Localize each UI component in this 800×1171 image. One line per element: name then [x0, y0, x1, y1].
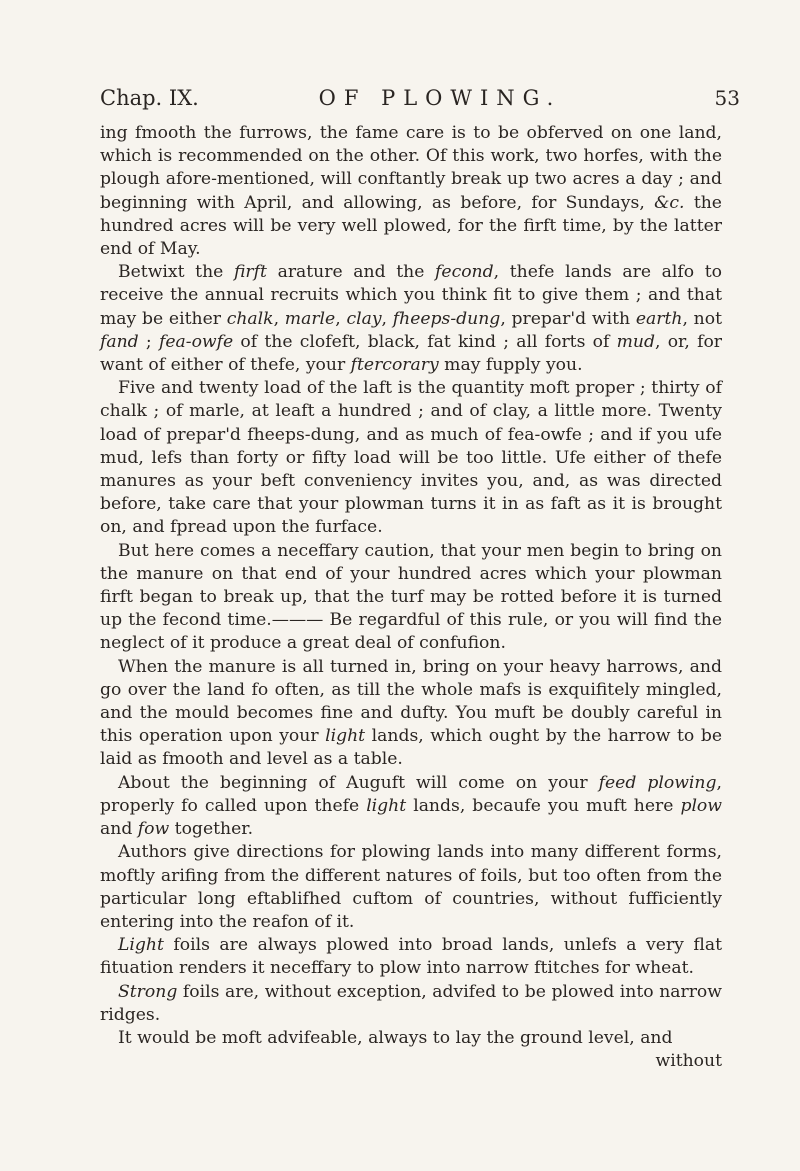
- text-run: ,: [273, 308, 285, 329]
- text-run: may fupply you.: [438, 355, 583, 376]
- italic-text: &c.: [654, 192, 685, 213]
- running-head: [100, 86, 740, 110]
- body-text: [100, 122, 722, 1050]
- text-run: of the clofeft, black, fat kind ; all forts of: [233, 331, 617, 352]
- text-run: lands, becaufe you muft here: [406, 795, 681, 816]
- italic-text: Strong: [118, 981, 178, 1002]
- text-run: arature and the: [266, 262, 436, 283]
- italic-text: chalk: [226, 308, 274, 329]
- italic-text: fecond: [435, 262, 494, 283]
- paragraph: [100, 377, 722, 539]
- text-run: Five and twenty load of the laft is the quantity moft proper ; thirty of chalk ; of marle, at leaft a hundred ; and of clay, a little more. Twenty load of prepar'd fheeps-dung, and as much of fea-owfe ; and if you ufe mud, lefs than forty or fifty load will be too little. Ufe either of thefe manures as your beft conveniency invites you, and, as was directed before, take care that your plowman turns it in as faft as it is brought on, and fpread upon the furface.: [100, 378, 722, 538]
- italic-text: fea-owfe: [158, 331, 234, 352]
- italic-text: fand: [100, 331, 139, 352]
- text-run: , not: [682, 308, 722, 329]
- text-run: ,: [335, 308, 347, 329]
- italic-text: earth: [635, 308, 683, 329]
- italic-text: feed plowing: [598, 772, 717, 793]
- italic-text: plow: [680, 795, 722, 816]
- paragraph: [100, 656, 722, 772]
- text-run: Betwixt the: [118, 262, 234, 283]
- text-run: , or, for want of either of thefe, your: [100, 331, 723, 376]
- paragraph: [100, 261, 722, 377]
- chapter-label: Chap. IX.: [100, 86, 199, 110]
- italic-text: mud: [616, 331, 655, 352]
- paragraph: [100, 540, 722, 656]
- italic-text: light: [325, 726, 366, 747]
- text-run: , thefe lands are alfo to receive the annual recruits which you think fit to give them ; and that may be either: [100, 262, 722, 329]
- paragraph: [100, 122, 722, 261]
- italic-text: fheeps-dung: [392, 308, 501, 329]
- paragraph: [100, 934, 722, 980]
- page-number: 53: [714, 86, 740, 110]
- italic-text: Light: [118, 935, 164, 956]
- running-title: OF PLOWING.: [318, 86, 562, 110]
- text-run: , prepar'd with: [500, 308, 636, 329]
- catchword: without: [655, 1051, 722, 1072]
- text-run: Authors give directions for plowing lands into many different forms, moftly arifing from the different natures of foils, but too often from the particular long eftablifhed cuftom of countries, without fufficiently entering into the reafon of it.: [100, 842, 722, 932]
- italic-text: firft: [233, 262, 267, 283]
- text-run: ,: [381, 308, 393, 329]
- text-run: together.: [169, 819, 254, 840]
- text-run: ;: [138, 331, 159, 352]
- text-run: When the manure is all turned in, bring on your heavy harrows, and go over the land fo often, as till the whole mafs is exquifitely mingled, and the mould becomes fine and dufty. You muft be doubly careful in this operation upon your: [100, 656, 722, 747]
- paragraph: [100, 1027, 722, 1050]
- italic-text: fow: [137, 819, 170, 840]
- italic-text: clay: [346, 308, 382, 329]
- text-run: and: [100, 819, 138, 840]
- text-run: lands, which ought by the harrow to be laid as fmooth and level as a table.: [100, 726, 722, 770]
- text-run: the hundred acres will be very well plowed, for the firft time, by the latter end of May.: [100, 192, 722, 260]
- text-run: foils are, without exception, advifed to be plowed into narrow ridges.: [100, 981, 722, 1025]
- paragraph: [100, 981, 722, 1027]
- text-run: About the beginning of Auguft will come on your: [118, 772, 599, 793]
- paragraph: [100, 841, 722, 934]
- paragraph: [100, 772, 722, 842]
- italic-text: ftercorary: [350, 355, 439, 376]
- text-run: foils are always plowed into broad lands, unlefs a very flat fituation renders it neceffary to plow into narrow ftitches for wheat.: [100, 935, 722, 979]
- text-run: It would be moft advifeable, always to lay the ground level, and: [118, 1027, 673, 1048]
- italic-text: marle: [284, 308, 336, 329]
- text-run: ing fmooth the furrows, the fame care is to be obferved on one land, which is recommended on the other. Of this work, two horfes, with the plough afore-mentioned, will conftantly break up two acres a day ; and beginning with April, and allowing, as before, for Sundays,: [100, 123, 722, 213]
- italic-text: light: [366, 795, 407, 816]
- text-run: , properly fo called upon thefe: [100, 772, 722, 816]
- text-run: But here comes a neceffary caution, that your men begin to bring on the manure on that end of your hundred acres which your plowman firft began to break up, that the turf may be rotted before it is turned up the fecond time.——— Be regardful of this rule, or you will find the neglect of it produce a great deal of confufion.: [100, 540, 722, 654]
